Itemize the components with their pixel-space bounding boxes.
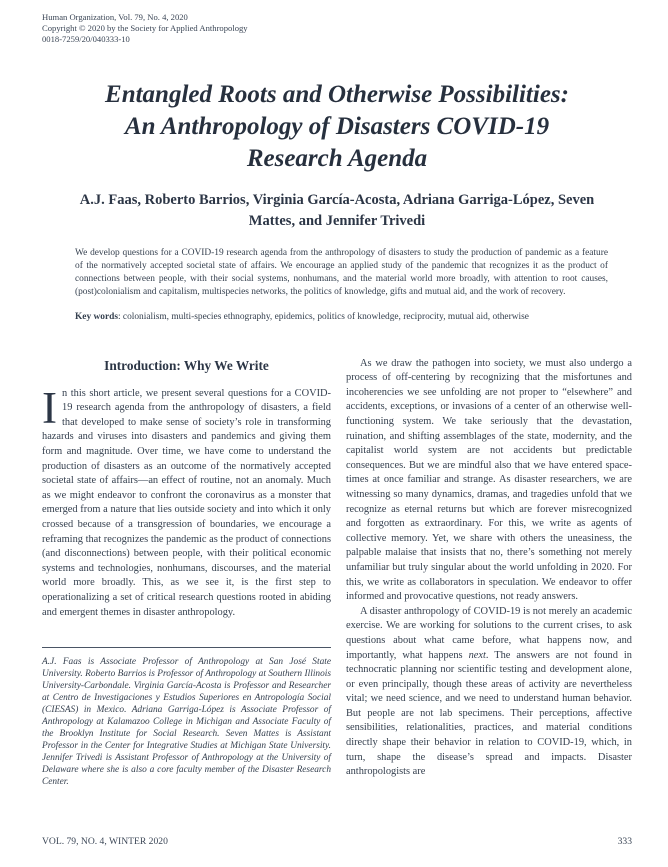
- footer-volume-info: VOL. 79, NO. 4, WINTER 2020: [42, 836, 168, 847]
- author-list: A.J. Faas, Roberto Barrios, Virginia García-Acosta, Adriana Garriga-López, Seven Mattes, and Jennifer Trivedi: [79, 192, 595, 229]
- body-paragraph-2-start: A disaster anthropology of COVID-19 is not merely an academic exercise. We are working for solutions to the current crises, to ask questions about what came before, what happens now, and importantly, what happens: [346, 605, 632, 661]
- left-column: [42, 357, 331, 789]
- copyright-line: Copyright © 2020 by the Society for Applied Anthropology: [42, 23, 248, 33]
- body-paragraph-1: As we draw the pathogen into society, we must also undergo a process of off-centering by recognizing that the misfortunes and incoherencies we see unfolding are not proper to “elsewhere” and accidents, exceptions, or invasions of a center of an otherwise well-functioning system. We take seriously that the devastation, ruination, and shifting assemblages of the state, modernity, and the capitalist world system are not accidents but predictable consequences. But we are mindful also that we have entered space-times at once familiar and strange. As disaster researchers, we are witnessing so many dynamics, dramas, and tragedies unfold that we recognize as eternal returns but which are forever misrecognized and forgotten as extraordinary. For this, we write as agents of collective memory. Yet, we share with others the uneasiness, the palpable malaise that insists that no, there’s something not merely unfamiliar but truly singular about the world unfolding in 2020. For this, we write as collaborators in speculation. We endeavor to offer informed and provocative questions, not ready answers.: [346, 357, 632, 603]
- journal-citation-line: Human Organization, Vol. 79, No. 4, 2020: [42, 12, 188, 22]
- keywords-label: Key words: [75, 311, 118, 322]
- keywords-line: [75, 311, 608, 324]
- intro-paragraph-text: n this short article, we present several questions for a COVID-19 research agenda from the anthropology of disasters, a field that developed to make sense of society’s role in transforming hazards and viruses into disasters and pandemics and giving them form and magnitude. Over time, we have come to understand the production of disasters as an outcome of the normatively accepted societal state of affairs—an effect of routine, not an anomaly. Much as we might endeavor to confront the coronavirus as a monster that emerged from a nature that lies outside society and into which it only crossed because of a transgression of boundaries, we encourage a reframing that recognizes the pandemic as the product of connections (and disconnections) between people, with their political economic systems and technologies, nonhumans, discourses, and the material world more broadly. This, as we see it, is the first step to operationalizing a set of critical research questions rooted in abiding and emergent themes in disaster anthropology.: [42, 387, 331, 618]
- body-paragraph-2-end: . The answers are not found in technocratic planning nor scientific testing and development alone, or even principally, though these areas of activity are nevertheless vital; we need science, and we need to understand human behavior. But people are not lab specimens. Their perceptions, affective sensibilities, relationalities, practices, and material conditions directly shape their behavior in relation to COVID-19, which, in turn, shape the disease’s spread and impacts. Disaster anthropologists are: [346, 649, 632, 778]
- abstract: We develop questions for a COVID-19 research agenda from the anthropology of disasters to study the production of pandemic as a feature of the normatively accepted societal state of affairs. We encourage an applied study of the pandemic that recognizes it as the product of connections between people, with their social systems, nonhumans, and the material world more broadly, with attention to root causes, (post)colonialism and capitalism, multispecies networks, the politics of knowledge, gifts and mutual aid, and the work of recovery.: [75, 248, 608, 297]
- keywords-text: : colonialism, multi-species ethnography, epidemics, politics of knowledge, reciprocity, mutual aid, otherwise: [117, 311, 529, 322]
- author-bio-footnote: A.J. Faas is Associate Professor of Anthropology at San José State University. Roberto Barrios is Professor of Anthropology at Southern Illinois University-Carbondale. Virginia García-Acosta is Professor and Researcher at Centro de Investigaciones y Estudios Superiores en Antropología Social (CIESAS) in Mexico. Adriana Garriga-López is Associate Professor of Anthropology at Kalamazoo College in Michigan and Associate Faculty of the Brooklyn Institute for Social Research. Seven Mattes is Assistant Professor in the Center for Integrative Studies at Michigan State University. Jennifer Trivedi is Assistant Professor of Anthropology at the University of Delaware where she is also a core faculty member of the Disaster Research Center.: [42, 647, 331, 788]
- issn-line: 0018-7259/20/040333-10: [42, 34, 130, 44]
- drop-cap: I: [42, 382, 57, 433]
- article-title-line-3: Research Agenda: [246, 145, 428, 172]
- emphasized-word-next: next: [468, 649, 486, 661]
- two-column-body: [42, 357, 632, 789]
- issue-info: [42, 12, 632, 45]
- section-heading-introduction: Introduction: Why We Write: [104, 357, 269, 373]
- page-footer: [42, 836, 632, 847]
- intro-paragraph: [42, 382, 331, 621]
- article-title-line-1: Entangled Roots and Otherwise Possibilities:: [105, 81, 569, 108]
- page-number: 333: [617, 836, 632, 847]
- article-title-line-2: An Anthropology of Disasters COVID-19: [124, 113, 550, 140]
- body-paragraph-2: [346, 605, 632, 780]
- article-title: [42, 79, 632, 175]
- right-column: [346, 357, 632, 789]
